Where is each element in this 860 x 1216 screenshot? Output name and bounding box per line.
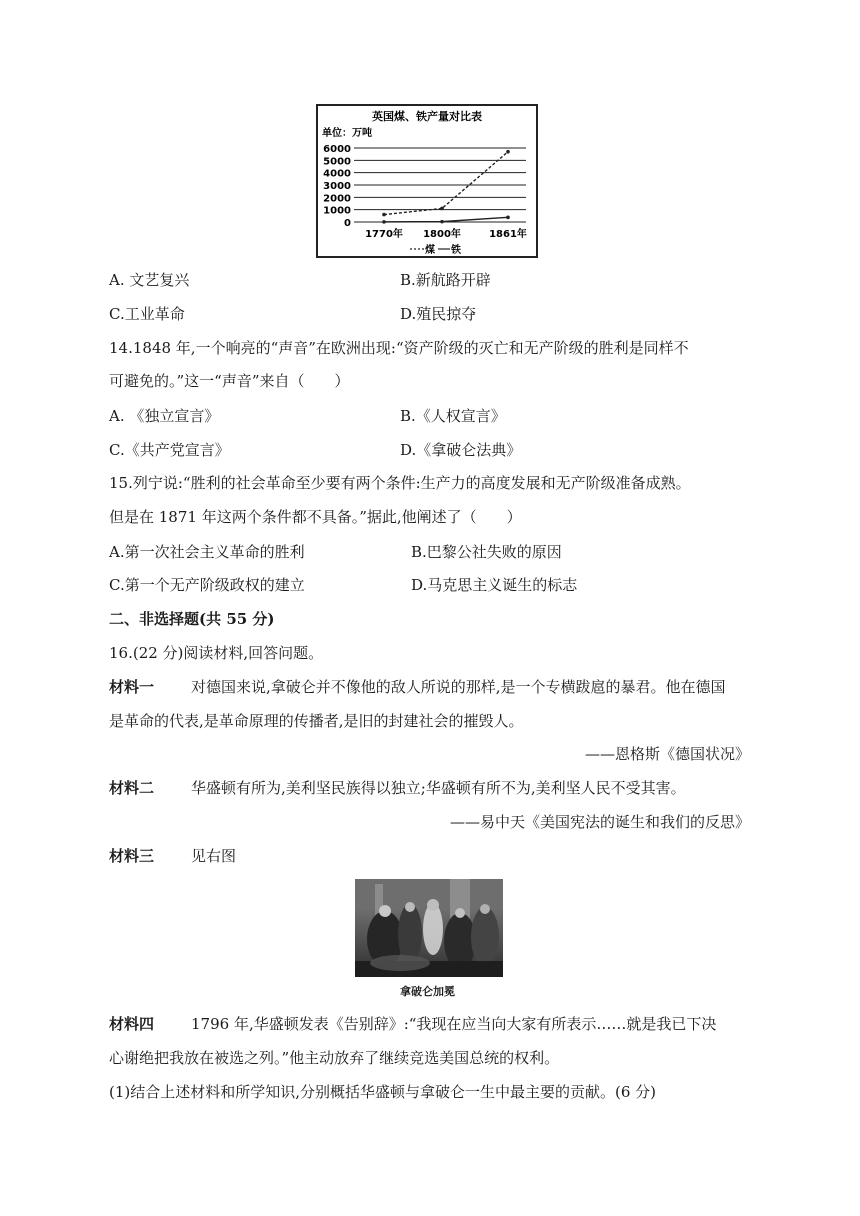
x-tick-label: 1861年 [489, 229, 527, 240]
q14-stem-line1: 14.1848 年,一个响亮的“声音”在欧洲出现:“资产阶级的灭亡和无产阶级的胜利是同样不 [109, 339, 689, 357]
material2-text: 华盛顿有所为,美利坚民族得以独立;华盛顿有所不为,美利坚人民不受其害。 [191, 779, 686, 797]
q13-option-a: A. 文艺复兴 [109, 271, 190, 289]
x-tick-label: 1800年 [423, 229, 461, 240]
y-tick-label: 5000 [323, 156, 351, 168]
data-point-iron [506, 216, 510, 220]
y-tick-label: 6000 [323, 144, 351, 155]
q14-option-a: A. 《独立宣言》 [109, 407, 220, 425]
material4-text-line2: 心谢绝把我放在被选之列。”他主动放弃了继续竞选美国总统的权利。 [109, 1049, 560, 1067]
q15-option-b: B.巴黎公社失败的原因 [411, 543, 562, 561]
legend-iron-label: 铁 [451, 245, 461, 256]
q13-option-d: D.殖民掠夺 [400, 305, 477, 323]
material2-label: 材料二 [109, 779, 155, 797]
q16-subquestion-1: (1)结合上述材料和所学知识,分别概括华盛顿与拿破仑一生中最主要的贡献。(6 分) [109, 1083, 657, 1101]
q15-stem-line1: 15.列宁说:“胜利的社会革命至少要有两个条件:生产力的高度发展和无产阶级准备成熟。 [109, 474, 691, 492]
material3-label: 材料三 [109, 847, 155, 865]
y-tick-label: 1000 [323, 205, 351, 217]
y-tick-label: 3000 [323, 181, 351, 192]
chart-unit-label: 单位：万吨 [322, 128, 372, 139]
material4-label: 材料四 [109, 1015, 155, 1033]
data-point-iron [382, 220, 386, 224]
q14-option-c: C.《共产党宣言》 [109, 441, 230, 459]
coal-iron-chart [316, 104, 538, 258]
section-heading: 二、非选择题(共 55 分) [109, 610, 275, 628]
y-tick-label: 0 [344, 218, 351, 229]
q14-option-b: B.《人权宣言》 [400, 407, 506, 425]
series-line-iron [384, 217, 508, 222]
legend-coal-label: 煤 [425, 245, 435, 256]
q14-option-d: D.《拿破仑法典》 [400, 441, 522, 459]
photo-caption: 拿破仑加冕 [400, 985, 455, 998]
y-tick-label: 2000 [323, 193, 351, 205]
coronation-painting-icon [355, 879, 503, 977]
x-tick-label: 1770年 [365, 229, 403, 240]
material1-text-line2: 是革命的代表,是革命原理的传播者,是旧的封建社会的摧毁人。 [109, 712, 524, 730]
material1-source: ——恩格斯《德国状况》 [584, 745, 750, 763]
material2-source: ——易中天《美国宪法的诞生和我们的反思》 [449, 813, 750, 831]
chart-svg [318, 106, 536, 256]
q15-option-a: A.第一次社会主义革命的胜利 [109, 543, 305, 561]
data-point-iron [440, 220, 444, 224]
y-tick-label: 4000 [323, 168, 351, 180]
q15-option-d: D.马克思主义诞生的标志 [411, 576, 578, 594]
chart-title: 英国煤、铁产量对比表 [372, 110, 482, 123]
q13-option-b: B.新航路开辟 [400, 271, 491, 289]
data-point-coal [382, 213, 386, 217]
q14-stem-line2: 可避免的。”这一“声音”来自（ ） [109, 372, 350, 390]
q13-option-c: C.工业革命 [109, 305, 185, 323]
chart-legend [410, 243, 461, 256]
series-line-coal [384, 152, 508, 215]
napoleon-coronation-image [355, 879, 503, 977]
material4-text-line1: 1796 年,华盛顿发表《告别辞》:“我现在应当向大家有所表示……就是我已下决 [191, 1015, 717, 1033]
q15-stem-line2: 但是在 1871 年这两个条件都不具备。”据此,他阐述了（ ） [109, 508, 522, 526]
material3-text: 见右图 [191, 847, 237, 865]
q16-intro: 16.(22 分)阅读材料,回答问题。 [109, 644, 324, 662]
material1-text-line1: 对德国来说,拿破仑并不像他的敌人所说的那样,是一个专横跋扈的暴君。他在德国 [191, 678, 726, 696]
data-point-coal [506, 150, 510, 154]
material1-label: 材料一 [109, 678, 155, 696]
data-point-coal [440, 207, 444, 211]
q15-option-c: C.第一个无产阶级政权的建立 [109, 576, 305, 594]
